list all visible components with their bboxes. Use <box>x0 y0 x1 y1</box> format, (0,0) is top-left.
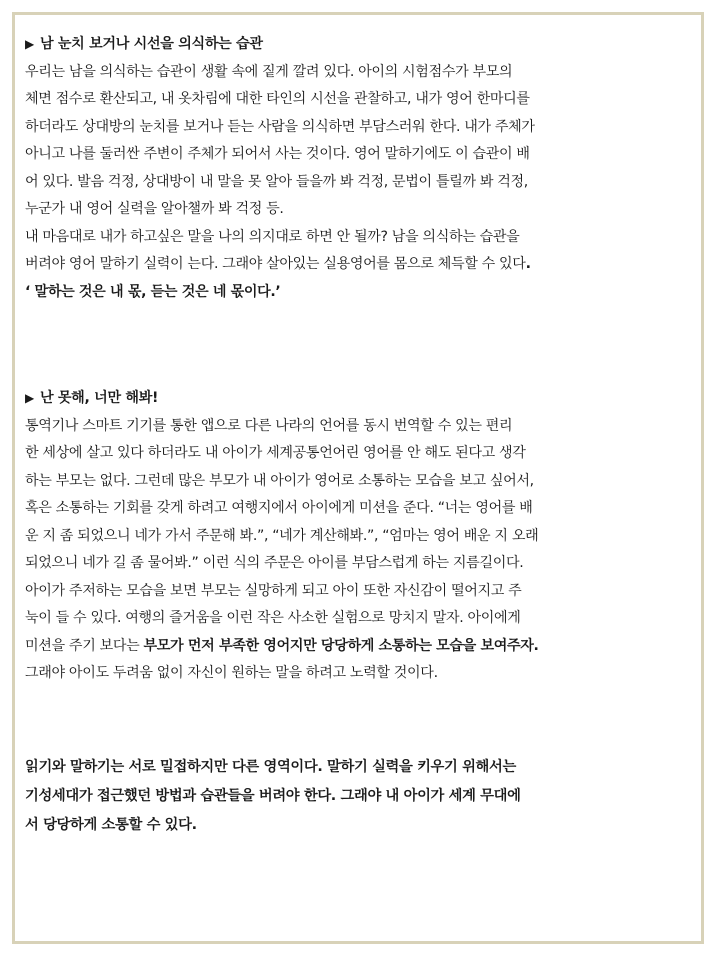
document-frame <box>12 12 704 944</box>
paragraph-line: 아이가 주저하는 모습을 보면 부모는 실망하게 되고 아이 또한 자신감이 떨어지고 주 <box>25 582 522 599</box>
section-try-it <box>25 385 697 688</box>
line-text-bold: . <box>525 256 531 272</box>
paragraph-line: 운 지 좀 되었으니 네가 가서 주문해 봐.”, “네가 계산해봐.”, “엄마는 영어 배운 지 오래 <box>25 527 539 544</box>
paragraph-line: 체면 점수로 환산되고, 내 옷차림에 대한 타인의 시선을 관찰하고, 내가 영어 한마디를 <box>25 91 530 107</box>
paragraph-line: 하더라도 상대방의 눈치를 보거나 듣는 사람을 의식하면 부담스러워 한다. 내가 주체가 <box>25 118 535 135</box>
paragraph-line: 그래야 아이도 두려움 없이 자신이 원하는 말을 하려고 노력할 것이다. <box>25 665 438 681</box>
summary-line: 서 당당하게 소통할 수 있다. <box>25 817 197 833</box>
paragraph-line <box>25 251 697 279</box>
triangle-bullet-icon: ▶ <box>25 391 34 405</box>
section-social-awareness <box>25 31 697 306</box>
line-text-bold: 부모가 먼저 부족한 영어지만 당당하게 소통하는 모습을 보여주자. <box>143 637 539 654</box>
section-summary <box>25 753 697 840</box>
paragraph-line: 하는 부모는 없다. 그런데 많은 부모가 내 아이가 영어로 소통하는 모습을 보고 싶어서, <box>25 472 534 489</box>
paragraph-line: 우리는 남을 의식하는 습관이 생활 속에 짙게 깔려 있다. 아이의 시험점수가 부모의 <box>25 63 513 80</box>
section-heading <box>25 31 697 59</box>
paragraph-line: 어 있다. 발음 걱정, 상대방이 내 말을 못 알아 들을까 봐 걱정, 문법이 틀릴까 봐 걱정, <box>25 173 528 190</box>
section-heading <box>25 385 697 413</box>
summary-line: 읽기와 말하기는 서로 밀접하지만 다른 영역이다. 말하기 실력을 키우기 위해서는 <box>25 759 516 775</box>
heading-text: 난 못해, 너만 해봐! <box>39 390 159 406</box>
summary-line: 기성세대가 접근했던 방법과 습관들을 버려야 한다. 그래야 내 아이가 세계 무대에 <box>25 788 521 804</box>
triangle-bullet-icon: ▶ <box>25 37 34 51</box>
paragraph-line: 혹은 소통하는 기회를 갖게 하려고 여행지에서 아이에게 미션을 준다. “너는 영어를 배 <box>25 500 533 516</box>
quote-line: ‘ 말하는 것은 내 몫, 듣는 것은 네 몫이다.’ <box>25 283 281 300</box>
paragraph-line: 눅이 들 수 있다. 여행의 즐거움을 이런 작은 사소한 실험으로 망치지 말자. 아이에게 <box>25 610 521 626</box>
line-text: 버려야 영어 말하기 실력이 는다. 그래야 살아있는 실용영어를 몸으로 체득할 수 있다 <box>25 256 526 272</box>
paragraph-line: 통역기나 스마트 기기를 통한 앱으로 다른 나라의 언어를 동시 번역할 수 있는 편리 <box>25 417 513 434</box>
paragraph-line: 한 세상에 살고 있다 하더라도 내 아이가 세계공통언어린 영어를 안 해도 된다고 생각 <box>25 445 526 461</box>
paragraph-line: 아니고 나를 둘러싼 주변이 주체가 되어서 사는 것이다. 영어 말하기에도 이 습관이 배 <box>25 146 530 162</box>
paragraph-line: 내 마음대로 내가 하고싶은 말을 나의 의지대로 하면 안 될까? 남을 의식하는 습관을 <box>25 228 520 245</box>
paragraph-line: 되었으니 네가 길 좀 물어봐.” 이런 식의 주문은 아이를 부담스럽게 하는 지름길이다. <box>25 555 524 571</box>
paragraph-line: 누군가 내 영어 실력을 알아챌까 봐 걱정 등. <box>25 201 284 217</box>
heading-text: 남 눈치 보거나 시선을 의식하는 습관 <box>39 36 263 52</box>
paragraph-line <box>25 633 697 661</box>
line-text: 미션을 주기 보다는 <box>25 637 144 654</box>
